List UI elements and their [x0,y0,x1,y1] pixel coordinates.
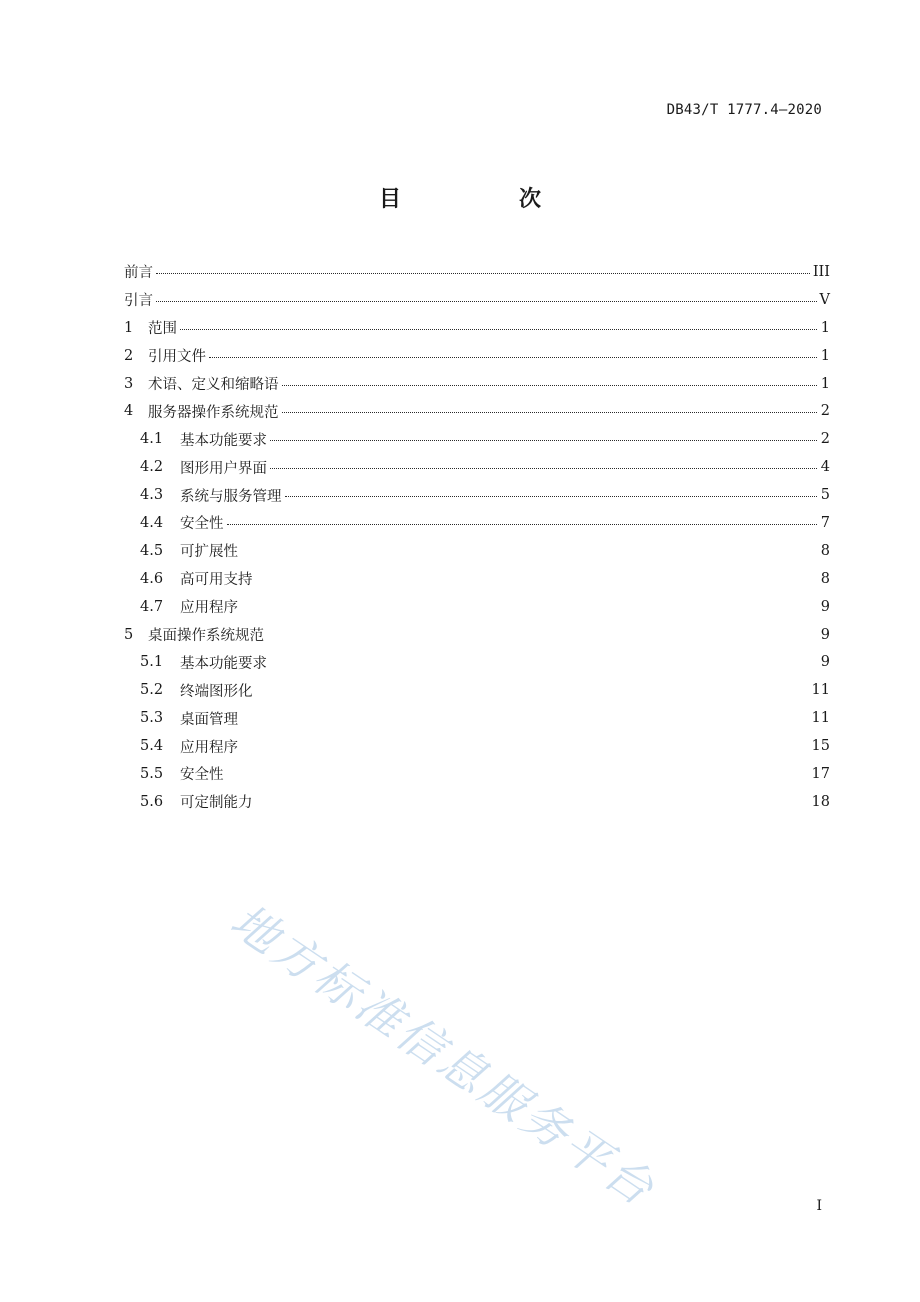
toc-dot-leader [256,802,809,803]
toc-entry-page: 8 [820,542,830,559]
toc-title: 目 次 [378,187,589,212]
toc-entry-number: 5.2 [140,682,164,699]
toc-entry-number: 5.5 [140,765,164,782]
toc-entry-number: 2 [124,347,134,364]
toc-entry-number: 4.3 [140,487,164,504]
toc-dot-leader [282,384,818,386]
toc-entry-page: III [812,263,830,280]
toc-dot-leader [156,272,810,274]
toc-dot-leader [241,607,817,608]
toc-dot-leader [227,523,818,525]
toc-entry-title: 高可用支持 [180,572,253,589]
toc-entry-number: 1 [124,319,134,336]
toc-entry-number: 5.3 [140,710,164,727]
toc-entry-number: 4.5 [140,542,164,559]
toc-entry-page: V [819,291,830,308]
toc-entry-title: 应用程序 [180,739,238,756]
toc-entry-page: 11 [811,710,830,727]
toc-dot-leader [270,663,817,664]
toc-dot-leader [270,467,817,469]
toc-entry-page: 11 [811,682,830,699]
toc-entry-title: 可定制能力 [180,795,253,812]
toc-entry[interactable] [124,565,830,593]
toc-dot-leader [241,551,817,552]
toc-entry[interactable] [124,342,830,370]
toc-entry-page: 2 [820,431,830,448]
toc-entry-page: 7 [820,514,830,531]
toc-entry-page: 9 [820,654,830,671]
toc-entry-number: 4.6 [140,570,164,587]
toc-dot-leader [241,747,809,748]
toc-entry-title: 终端图形化 [180,683,253,700]
toc-entry[interactable] [124,314,830,342]
toc-entry-title: 前言 [124,265,153,282]
toc-entry-number: 5.6 [140,793,164,810]
toc-entry[interactable] [124,593,830,621]
toc-entry[interactable] [124,788,830,816]
toc-entry-title: 引言 [124,293,153,310]
toc-entry[interactable] [124,425,830,453]
toc-entry-title: 范围 [148,321,177,338]
toc-entry-number: 3 [124,375,134,392]
watermark: 地方标准信息服务平台 [221,893,666,1218]
toc-dot-leader [282,411,818,413]
toc-dot-leader [227,774,809,775]
toc-dot-leader [156,300,817,302]
toc-entry[interactable] [124,370,830,398]
toc-entry[interactable] [124,760,830,788]
toc-entry-title: 基本功能要求 [180,432,267,449]
toc-dot-leader [285,495,818,497]
toc-entry-title: 应用程序 [180,600,238,617]
toc-entry-number: 5.1 [140,654,164,671]
toc-dot-leader [256,579,818,580]
toc-entry-title: 安全性 [180,767,224,784]
toc-entry[interactable] [124,509,830,537]
toc-dot-leader [267,635,817,636]
toc-entry[interactable] [124,453,830,481]
toc-entry-number: 4.1 [140,431,164,448]
toc-dot-leader [209,356,817,358]
table-of-contents [124,258,830,816]
toc-entry-title: 引用文件 [148,349,206,366]
toc-entry[interactable] [124,258,830,286]
toc-entry-number: 4 [124,403,134,420]
toc-entry-title: 服务器操作系统规范 [148,404,279,421]
toc-entry-page: 8 [820,570,830,587]
toc-entry-number: 4.7 [140,598,164,615]
toc-entry-title: 桌面管理 [180,711,238,728]
toc-entry-title: 桌面操作系统规范 [148,628,264,645]
toc-entry-number: 4.4 [140,514,164,531]
toc-entry-page: 9 [820,626,830,643]
toc-entry-number: 5.4 [140,738,164,755]
toc-entry-title: 基本功能要求 [180,655,267,672]
toc-entry[interactable] [124,621,830,649]
toc-entry-number: 4.2 [140,459,164,476]
toc-dot-leader [270,439,817,441]
document-code: DB43/T 1777.4—2020 [666,102,822,118]
toc-dot-leader [256,691,809,692]
toc-entry[interactable] [124,676,830,704]
toc-dot-leader [241,719,809,720]
toc-entry[interactable] [124,648,830,676]
toc-entry-title: 安全性 [180,516,224,533]
toc-entry-title: 图形用户界面 [180,460,267,477]
toc-entry-title: 术语、定义和缩略语 [148,377,279,393]
toc-entry[interactable] [124,481,830,509]
toc-entry-page: 1 [820,375,830,392]
toc-entry-page: 5 [820,487,830,504]
toc-entry-page: 2 [820,403,830,420]
toc-entry-page: 4 [820,459,830,476]
toc-entry-page: 18 [811,793,830,810]
toc-entry-page: 1 [820,319,830,336]
toc-entry-number: 5 [124,626,134,643]
toc-entry[interactable] [124,704,830,732]
toc-entry-page: 9 [820,598,830,615]
toc-entry-title: 可扩展性 [180,544,238,561]
toc-entry[interactable] [124,286,830,314]
toc-entry[interactable] [124,397,830,425]
page-number: I [816,1198,822,1214]
toc-entry-page: 17 [811,765,830,782]
toc-dot-leader [180,328,817,330]
toc-entry-title: 系统与服务管理 [180,488,282,505]
toc-entry[interactable] [124,537,830,565]
toc-entry-page: 1 [820,347,830,364]
toc-entry-page: 15 [811,738,830,755]
toc-entry[interactable] [124,732,830,760]
